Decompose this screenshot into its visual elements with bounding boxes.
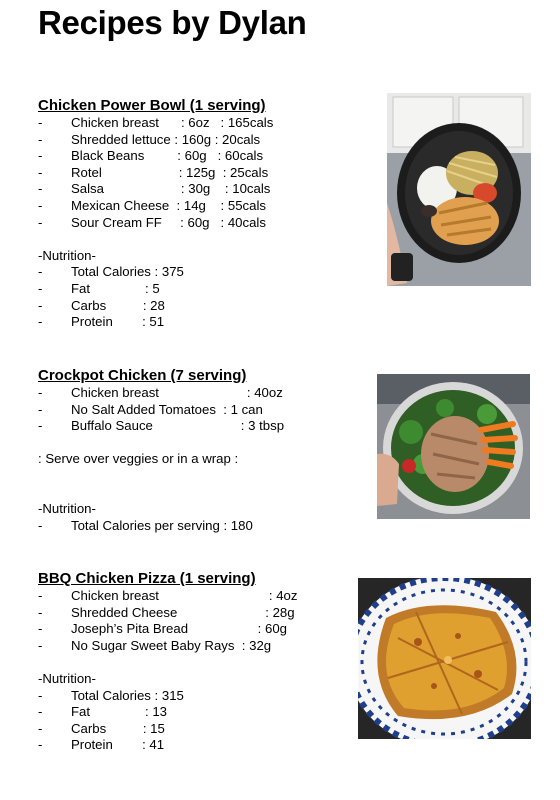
ingredient-text: Chicken breast : 4oz xyxy=(71,588,298,603)
list-item: - Joseph’s Pita Bread : 60g xyxy=(38,621,287,637)
nutrition-text: Total Calories : 375 xyxy=(71,264,184,280)
list-item: - Carbs : 28 xyxy=(38,297,165,313)
ingredient-text: Rotel : 125g : 25cals xyxy=(71,164,269,180)
list-item: - Protein : 41 xyxy=(38,737,165,753)
nutrition-text: Total Calories per serving : 180 xyxy=(71,517,253,533)
ingredient-text: Chicken breast : 6oz : 165cals xyxy=(71,115,274,130)
list-item: - No Salt Added Tomatoes : 1 can xyxy=(38,401,263,417)
list-item: - Carbs : 15 xyxy=(38,720,165,736)
nutrition-text: Carbs : 15 xyxy=(71,720,165,736)
nutrition-text: Fat : 13 xyxy=(71,704,168,720)
recipe-heading: Chicken Power Bowl (1 serving) xyxy=(38,97,266,114)
ingredient-text: Black Beans : 60g : 60cals xyxy=(71,148,264,164)
bbq-pizza-photo xyxy=(358,578,531,739)
ingredient-text: Buffalo Sauce : 3 tbsp xyxy=(71,418,285,434)
list-item: - Fat : 13 xyxy=(38,704,168,720)
ingredient-text: Mexican Cheese : 14g : 55cals xyxy=(71,197,266,213)
nutrition-list xyxy=(38,264,358,330)
ingredient-text: Shredded Cheese : 28g xyxy=(71,604,295,620)
list-item: - Sour Cream FF : 60g : 40cals xyxy=(38,214,266,230)
ingredient-list xyxy=(38,115,358,231)
ingredient-text: Chicken breast : 40oz xyxy=(71,385,283,400)
nutrition-label: -Nutrition- xyxy=(38,670,96,686)
list-item: - No Sugar Sweet Baby Rays : 32g xyxy=(38,637,272,653)
ingredient-text: No Salt Added Tomatoes : 1 can xyxy=(71,401,263,417)
ingredient-text: Shredded lettuce : 160g : 20cals xyxy=(71,131,261,147)
nutrition-label: -Nutrition- xyxy=(38,501,96,517)
list-item: - Total Calories : 315 xyxy=(38,687,184,703)
list-item: - Total Calories per serving : 180 xyxy=(38,517,253,533)
power-bowl-photo xyxy=(387,93,531,286)
recipe-heading: Crockpot Chicken (7 serving) xyxy=(38,367,247,384)
recipe-note: : Serve over veggies or in a wrap : xyxy=(38,451,239,467)
list-item: - Mexican Cheese : 14g : 55cals xyxy=(38,197,266,213)
nutrition-label: -Nutrition- xyxy=(38,247,96,263)
ingredient-text: Sour Cream FF : 60g : 40cals xyxy=(71,214,266,230)
ingredient-text: No Sugar Sweet Baby Rays : 32g xyxy=(71,637,272,653)
list-item: - Chicken breast : 4oz xyxy=(38,588,298,603)
ingredient-text: Salsa : 30g : 10cals xyxy=(71,181,271,197)
list-item: - Buffalo Sauce : 3 tbsp xyxy=(38,418,285,434)
list-item: - Chicken breast : 40oz xyxy=(38,385,283,400)
nutrition-list xyxy=(38,688,358,754)
list-item: - Salsa : 30g : 10cals xyxy=(38,181,271,197)
list-item: - Protein : 51 xyxy=(38,314,165,330)
recipe-crockpot-chicken xyxy=(38,367,358,534)
list-item: - Rotel : 125g : 25cals xyxy=(38,164,269,180)
list-item: - Shredded lettuce : 160g : 20cals xyxy=(38,131,261,147)
list-item: - Fat : 5 xyxy=(38,280,160,296)
crockpot-chicken-photo xyxy=(377,374,530,519)
list-item: - Shredded Cheese : 28g xyxy=(38,604,295,620)
nutrition-text: Carbs : 28 xyxy=(71,297,165,313)
nutrition-text: Protein : 41 xyxy=(71,737,165,753)
list-item: - Chicken breast : 6oz : 165cals xyxy=(38,115,274,130)
ingredient-list xyxy=(38,588,358,654)
nutrition-list xyxy=(38,518,358,535)
page-title: Recipes by Dylan xyxy=(38,4,307,41)
list-item: - Black Beans : 60g : 60cals xyxy=(38,148,264,164)
recipe-chicken-power-bowl xyxy=(38,97,358,331)
recipe-bbq-chicken-pizza xyxy=(38,570,358,754)
list-item: - Total Calories : 375 xyxy=(38,264,184,280)
ingredient-text: Joseph’s Pita Bread : 60g xyxy=(71,621,287,637)
nutrition-text: Protein : 51 xyxy=(71,314,165,330)
nutrition-text: Total Calories : 315 xyxy=(71,687,184,703)
ingredient-list xyxy=(38,385,358,435)
nutrition-text: Fat : 5 xyxy=(71,280,160,296)
recipe-heading: BBQ Chicken Pizza (1 serving) xyxy=(38,570,256,587)
